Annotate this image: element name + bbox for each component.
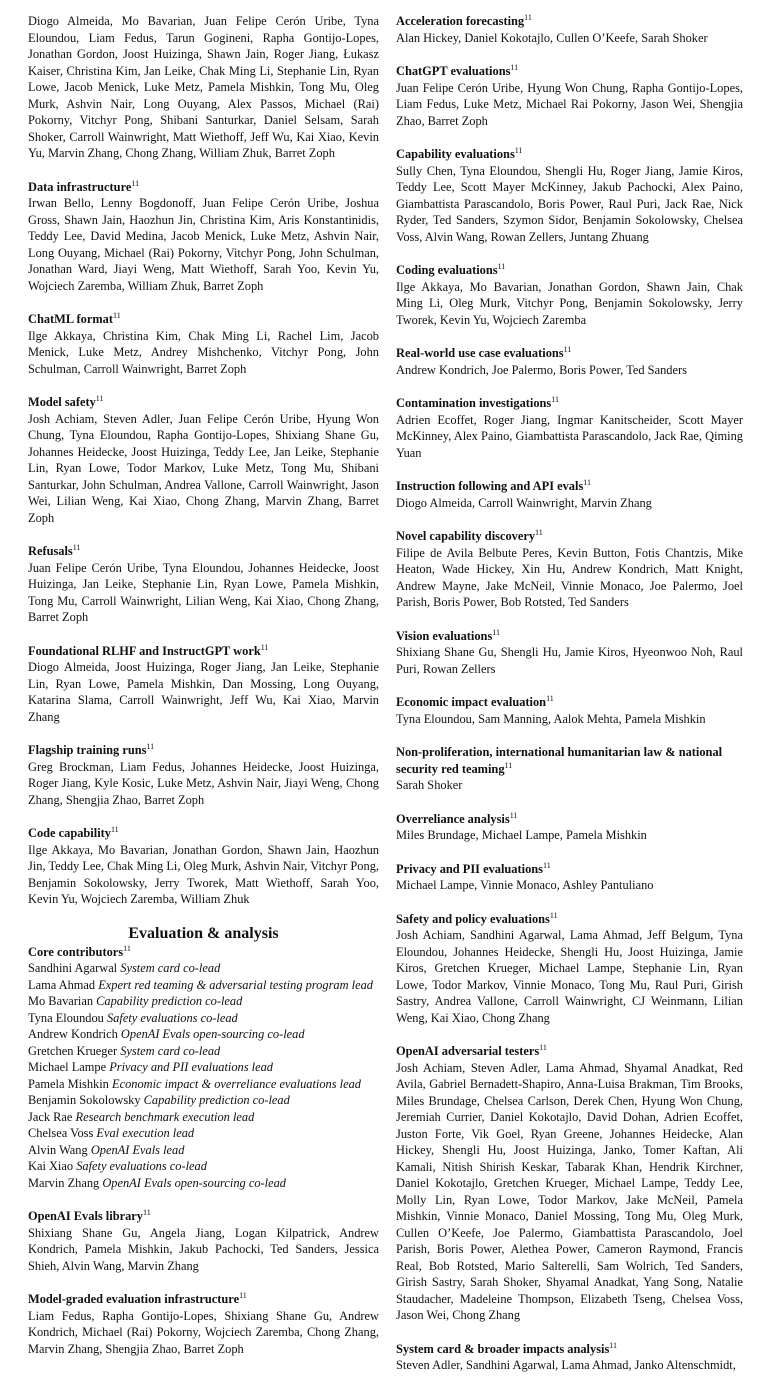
contrib-section-system-card-broader-impacts-analysis [396,1341,743,1374]
section-title [396,911,743,928]
contrib-section-chatml-format [28,311,379,377]
contrib-section-chatgpt-evaluations [396,63,743,129]
contributor-role: OpenAI Evals open-sourcing co-lead [102,1175,286,1190]
contrib-section-core-team [28,13,379,162]
contributor-name: Alvin Wang [28,1142,88,1157]
section-title [396,63,743,80]
section-title-text: Model safety [28,395,96,409]
section-title-text: OpenAI adversarial testers [396,1044,540,1058]
section-title-text: Coding evaluations [396,263,498,277]
section-title [396,811,743,828]
contributor-role: Capability prediction co-lead [143,1093,290,1107]
section-title [396,13,743,30]
contributor-role: Safety evaluations co-lead [76,1159,207,1173]
contributor-role: Safety evaluations co-lead [106,1010,238,1025]
contributor-list: Irwan Bello, Lenny Bogdonoff, Juan Felipe Cerón Uribe, Joshua Gross, Shawn Jain, Haozhun Jin, Christina Kim, Aris Konstantinidis, Teddy Lee, David Medina, Jacob Menick, Luke Metz, Ashvin Nair, Long Ouyang, Michael (Rai) Pokorny, Vitchyr Pong, John Schulman, Jonathan Ward, Jiayi Weng, Matt Wiethoff, Sarah Yoo, Kevin Yu, Wojciech Zaremba, William Zhuk, Barret Zoph [28,196,379,293]
section-title [396,528,743,545]
contributor-role: OpenAI Evals lead [90,1142,185,1157]
section-title [396,694,743,711]
section-title [396,478,743,495]
core-contributor-line [28,1076,379,1093]
contributor-list: Andrew Kondrich, Joe Palermo, Boris Power, Ted Sanders [396,362,687,377]
footnote-marker: 11 [514,146,523,155]
footnote-marker: 11 [542,860,551,870]
section-title-text: Economic impact evaluation [396,695,547,709]
footnote-marker: 11 [260,642,269,652]
contributor-role: Economic impact & overreliance evaluations lead [112,1076,362,1091]
section-title-text: Acceleration forecasting [396,14,525,28]
section-title [396,262,743,279]
section-title-text: Vision evaluations [396,628,493,643]
section-title-text: Data infrastructure [28,179,132,194]
contributor-name: Michael Lampe [28,1060,107,1074]
contributor-list: Diogo Almeida, Carroll Wainwright, Marvin Zhang [396,495,652,510]
section-title [28,944,379,961]
section-title [28,394,379,411]
contributor-name: Chelsea Voss [28,1126,94,1140]
contributor-role: Eval execution lead [96,1126,195,1140]
footnote-marker: 11 [110,825,119,834]
section-title-text: Non-proliferation, international humanitarian law & national security red teaming [396,745,723,776]
contributor-list: Juan Felipe Cerón Uribe, Tyna Eloundou, Johannes Heidecke, Joost Huizinga, Jan Leike, Stephanie Lin, Ryan Lowe, Pamela Mishkin, Tong Mu, Carroll Wainwright, Lilian Weng, Kai Xiao, Chong Zhang, Barret Zoph [28,560,379,624]
core-contributor-line [28,1142,379,1159]
section-title [396,345,743,362]
contributor-role: System card co-lead [120,961,221,975]
section-title [28,742,379,759]
left-column [28,13,379,1374]
section-title [396,744,743,777]
section-title-text: Safety and policy evaluations [396,911,550,926]
section-title-text: Model-graded evaluation infrastructure [28,1292,240,1306]
footnote-marker: 11 [535,528,543,537]
contributor-list: Filipe de Avila Belbute Peres, Kevin Button, Fotis Chantzis, Mike Heaton, Wade Hickey, Xin Hu, Andrew Kondrich, Matt Knight, Andrew Mayne, Jake McNeil, Vinnie Monaco, Joe Palermo, Joel Parish, Boris Power, Bob Rotsted, Ted Sanders [396,545,743,609]
contrib-section-economic-impact-evaluation [396,694,743,727]
contributor-role: Privacy and PII evaluations lead [109,1060,274,1074]
contrib-section-model-graded-evaluation-infrastructure [28,1291,379,1357]
footnote-marker: 11 [549,910,558,920]
contributor-list: Steven Adler, Sandhini Agarwal, Lama Ahmad, Janko Altenschmidt, [396,1358,736,1372]
contributor-list: Miles Brundage, Michael Lampe, Pamela Mishkin [396,828,647,842]
section-title-text: ChatML format [28,312,113,326]
footnote-marker: 11 [497,262,506,271]
contributor-list: Liam Fedus, Rapha Gontijo-Lopes, Shixiang Shane Gu, Andrew Kondrich, Michael (Rai) Pokorny, Wojciech Zaremba, Chong Zhang, Marvin Zhang, Shengjia Zhao, Barret Zoph [28,1308,379,1356]
contributor-list: Alan Hickey, Daniel Kokotajlo, Cullen O’Keefe, Sarah Shoker [396,30,708,45]
footnote-marker: 11 [95,394,104,403]
core-contributor-line [28,993,379,1010]
section-title [396,1043,743,1060]
section-title-text: OpenAI Evals library [28,1209,143,1223]
contributor-list: Diogo Almeida, Joost Huizinga, Roger Jiang, Jan Leike, Stephanie Lin, Ryan Lowe, Pamela Mishkin, Dan Mossing, Long Ouyang, Katarina Slama, Carroll Wainwright, Jeff Wu, Kai Xiao, Marvin Zhang [28,660,379,724]
contrib-section-instruction-following-and-api-evals [396,478,743,511]
section-title-text: Foundational RLHF and InstructGPT work [28,643,261,658]
core-contributor-line [28,1158,379,1175]
footnote-marker: 11 [239,1291,247,1300]
contributor-name: Kai Xiao [28,1159,74,1173]
core-contributor-line [28,1175,379,1192]
section-title-text: System card & broader impacts analysis [396,1341,610,1356]
section-title-text: Code capability [28,826,111,840]
section-title-text: Privacy and PII evaluations [396,861,543,876]
contributor-list: Tyna Eloundou, Sam Manning, Aalok Mehta, Pamela Mishkin [396,711,706,726]
contrib-section-overreliance-analysis [396,811,743,844]
contrib-section-privacy-and-pii-evaluations [396,861,743,894]
section-title [396,1341,743,1358]
contributor-list: Shixiang Shane Gu, Shengli Hu, Jamie Kiros, Hyeonwoo Noh, Raul Puri, Rowan Zellers [396,645,743,676]
contributor-name: Lama Ahmad [28,977,96,992]
contrib-section-foundational-rlhf-and-instructgpt-work [28,643,379,726]
contributor-role: Capability prediction co-lead [96,994,243,1008]
footnote-marker: 11 [539,1043,547,1052]
contributor-list: Greg Brockman, Liam Fedus, Johannes Heidecke, Joost Huizinga, Roger Jiang, Kyle Kosic, Luke Metz, Ashvin Nair, Jiayi Weng, Chong Zhang, Shengjia Zhao, Barret Zoph [28,759,379,807]
footnote-marker: 11 [609,1340,617,1350]
contrib-section-flagship-training-runs [28,742,379,808]
contributor-list: Shixiang Shane Gu, Angela Jiang, Logan Kilpatrick, Andrew Kondrich, Pamela Mishkin, Jakub Pachocki, Ted Sanders, Jessica Shieh, Alvin Wang, Marvin Zhang [28,1225,379,1273]
contributor-name: Gretchen Krueger [28,1043,118,1058]
core-contributor-line [28,1043,379,1060]
section-title-text: Capability evaluations [396,147,515,161]
contributor-list: Josh Achiam, Steven Adler, Lama Ahmad, Shyamal Anadkat, Red Avila, Gabriel Bernadett-Shapiro, Anna-Luisa Brakman, Tim Brooks, Miles Brundage, Chelsea Carlson, Derek Chen, Hyung Won Chung, Jeremiah Currier, Daniel Kokotajlo, David Dohan, Adrien Ecoffet, Juston Forte, Vik Goel, Ryan Greene, Johannes Heidecke, Alan Hickey, Shengli Hu, Joost Huizinga, Janko, Tomer Kaftan, Ali Kamali, Nitish Shirish Keskar, Tabarak Khan, Hendrik Kirchner, Daniel Kokotajlo, Gretchen Krueger, Michael Lampe, Teddy Lee, Molly Lin, Ryan Lowe, Todor Markov, Jake McNeil, Pamela Mishkin, Vinnie Monaco, Daniel Mossing, Tong Mu, Oleg Murk, Cullen O’Keefe, Joe Palermo, Giambattista Parascandolo, Joel Parish, Boris Power, Alethea Power, Cameron Raymond, Francis Real, Bob Rotsted, Mario Salterelli, Sam Wolrich, Ted Sanders, Girish Sastry, Sarah Shoker, Shyamal Anadkat, Yang Song, Natalie Staudacher, Madeleine Thompson, Elizabeth Tseng, Chelsea Voss, Jason Wei, Chong Zhang [396,1060,743,1322]
contributor-role: Expert red teaming & adversarial testing program lead [98,977,373,992]
contributor-list: Josh Achiam, Sandhini Agarwal, Lama Ahmad, Jeff Belgum, Tyna Eloundou, Johannes Heidecke, Shengli Hu, Joost Huizinga, Jamie Kiros, Gretchen Krueger, Michael Lampe, Stephanie Lin, Ryan Lowe, Todor Markov, Vinnie Monaco, Tong Mu, Raul Puri, Girish Sastry, Andrea Vallone, Carroll Wainwright, CJ Weinmann, Lilian Weng, Kai Xiao, Chong Zhang [396,928,743,1025]
contributor-role: Research benchmark execution lead [75,1109,255,1124]
contributor-name: Tyna Eloundou [28,1010,104,1025]
section-title-text: ChatGPT evaluations [396,64,511,78]
section-title [28,825,379,842]
evaluation-analysis-heading: Evaluation & analysis [128,924,279,942]
contrib-section-novel-capability-discovery [396,528,743,611]
core-contributor-line [28,1010,379,1027]
footnote-marker: 11 [546,694,554,703]
core-contributor-line [28,1125,379,1142]
contrib-section-vision-evaluations [396,628,743,678]
contrib-section-capability-evaluations [396,146,743,245]
section-title-text: Flagship training runs [28,743,147,757]
section-title-text: Core contributors [28,944,124,959]
footnote-marker: 11 [563,345,572,354]
contrib-section-code-capability [28,825,379,908]
contrib-section-data-infrastructure [28,179,379,295]
contrib-section-openai-adversarial-testers [396,1043,743,1324]
section-title-text: Real-world use case evaluations [396,346,564,360]
contrib-section-coding-evaluations [396,262,743,328]
section-title [396,861,743,878]
contributor-list: Ilge Akkaya, Christina Kim, Chak Ming Li, Rachel Lim, Jacob Menick, Luke Metz, Andrey Mishchenko, Vitchyr Pong, John Schulman, Carroll Wainwright, Barret Zoph [28,328,379,376]
contributor-list: Diogo Almeida, Mo Bavarian, Juan Felipe Cerón Uribe, Tyna Eloundou, Liam Fedus, Tarun Gogineni, Rapha Gontijo-Lopes, Jonathan Gordon, Joost Huizinga, Shawn Jain, Roger Jiang, Łukasz Kaiser, Christina Kim, Jan Leike, Chak Ming Li, Stephanie Lin, Ryan Lowe, Jacob Menick, Luke Metz, Pamela Mishkin, Tong Mu, Oleg Murk, Ashvin Nair, Long Ouyang, Alex Passos, Michael (Rai) Pokorny, Vitchyr Pong, Shibani Santurkar, Daniel Selsam, Sarah Shoker, Carroll Wainwright, Matt Wiethoff, Jeff Wu, Kai Xiao, Kevin Yu, Marvin Zhang, Chong Zhang, William Zhuk, Barret Zoph [28,14,379,160]
contributor-list: Ilge Akkaya, Mo Bavarian, Jonathan Gordon, Shawn Jain, Chak Ming Li, Oleg Murk, Vitchyr Pong, Benjamin Sokolowsky, Jerry Tworek, Kevin Yu, Wojciech Zaremba [396,279,743,327]
footnote-marker: 11 [583,478,591,487]
contributor-role: OpenAI Evals open-sourcing co-lead [120,1027,305,1041]
contrib-section-model-safety [28,394,379,526]
contrib-section-safety-and-policy-evaluations [396,911,743,1027]
section-title [396,395,743,412]
footnote-marker: 11 [509,810,518,820]
section-title-text: Novel capability discovery [396,529,536,543]
footnote-marker: 11 [113,311,121,320]
contributor-name: Jack Rae [28,1109,73,1124]
contributor-name: Marvin Zhang [28,1175,100,1190]
contributor-list: Juan Felipe Cerón Uribe, Hyung Won Chung, Rapha Gontijo-Lopes, Liam Fedus, Luke Metz, Michael Rai Pokorny, Jason Wei, Shengjia Zhao, Barret Zoph [396,80,743,128]
contrib-section-openai-evals-library [28,1208,379,1274]
section-title-text: Refusals [28,544,73,558]
footnote-marker: 11 [492,627,500,637]
footnote-marker: 11 [524,13,532,22]
contributor-list: Adrien Ecoffet, Roger Jiang, Ingmar Kanitscheider, Scott Mayer McKinney, Alex Paino, Giambattista Parascandolo, Jack Rae, Qiming Yuan [396,412,743,460]
section-title [396,146,743,163]
core-contributor-line [28,960,379,977]
core-contributor-line [28,1092,379,1109]
footnote-marker: 11 [510,63,519,72]
footnote-marker: 11 [131,178,140,188]
contrib-section-real-world-use-case-evaluations [396,345,743,378]
section-title-text: Overreliance analysis [396,811,510,826]
contributor-list: Michael Lampe, Vinnie Monaco, Ashley Pantuliano [396,878,654,892]
section-title [396,628,743,645]
footnote-marker: 11 [504,760,513,770]
contributor-list: Sarah Shoker [396,778,463,792]
contributor-name: Pamela Mishkin [28,1076,109,1091]
contributor-list: Ilge Akkaya, Mo Bavarian, Jonathan Gordon, Shawn Jain, Haozhun Jin, Teddy Lee, Chak Ming Li, Oleg Murk, Ashvin Nair, Vitchyr Pong, Benjamin Sokolowsky, Jerry Tworek, Matt Wiethoff, Sarah Yoo, Kevin Yu, Wojciech Zaremba, William Zhuk [28,842,379,906]
section-title-text: Instruction following and API evals [396,479,584,493]
contrib-section-acceleration-forecasting [396,13,743,46]
contrib-section-core-contributors [28,944,379,1192]
section-title [28,1291,379,1308]
contributor-name: Andrew Kondrich [28,1027,118,1041]
footnote-marker: 11 [146,742,155,751]
contributor-name: Sandhini Agarwal [28,961,118,975]
contrib-section-contamination-investigations [396,395,743,461]
right-column [396,13,743,1391]
section-title [28,179,379,196]
section-title-text: Contamination investigations [396,396,552,410]
contrib-section-refusals [28,543,379,626]
contributor-name: Benjamin Sokolowsky [28,1093,141,1107]
section-title [28,543,379,560]
core-contributor-line [28,1109,379,1126]
contrib-section-non-proliferation-international-humanitarian-law-national-security-red-teaming [396,744,743,794]
contributor-role: System card co-lead [120,1043,221,1058]
footnote-marker: 11 [142,1208,151,1217]
core-contributor-line [28,1059,379,1076]
core-contributor-line [28,1026,379,1043]
section-title [28,311,379,328]
contributor-list: Josh Achiam, Steven Adler, Juan Felipe Cerón Uribe, Hyung Won Chung, Tyna Eloundou, Rapha Gontijo-Lopes, Shixiang Shane Gu, Johannes Heidecke, Joost Huizinga, Teddy Lee, Jan Leike, Stephanie Lin, Ryan Lowe, Todor Markov, Luke Metz, Tong Mu, Shibani Santurkar, John Schulman, Andrea Vallone, Carroll Wainwright, Jason Wei, Lilian Weng, Kai Xiao, Chong Zhang, Marvin Zhang, Barret Zoph [28,411,379,525]
footnote-marker: 11 [123,943,131,953]
section-title [28,643,379,660]
footnote-marker: 11 [551,395,559,404]
core-contributor-line [28,977,379,994]
contributor-name: Mo Bavarian [28,994,94,1008]
section-title [28,1208,379,1225]
footnote-marker: 11 [72,543,81,552]
contributor-list: Sully Chen, Tyna Eloundou, Shengli Hu, Roger Jiang, Jamie Kiros, Teddy Lee, Scott Mayer McKinney, Jakub Pachocki, Alex Paino, Giambattista Parascandolo, Boris Power, Raul Puri, Jack Rae, Nick Ryder, Ted Sanders, Szymon Sidor, Benjamin Sokolowsky, Chelsea Voss, Alvin Wang, Rowan Zellers, Juntang Zhuang [396,163,743,244]
